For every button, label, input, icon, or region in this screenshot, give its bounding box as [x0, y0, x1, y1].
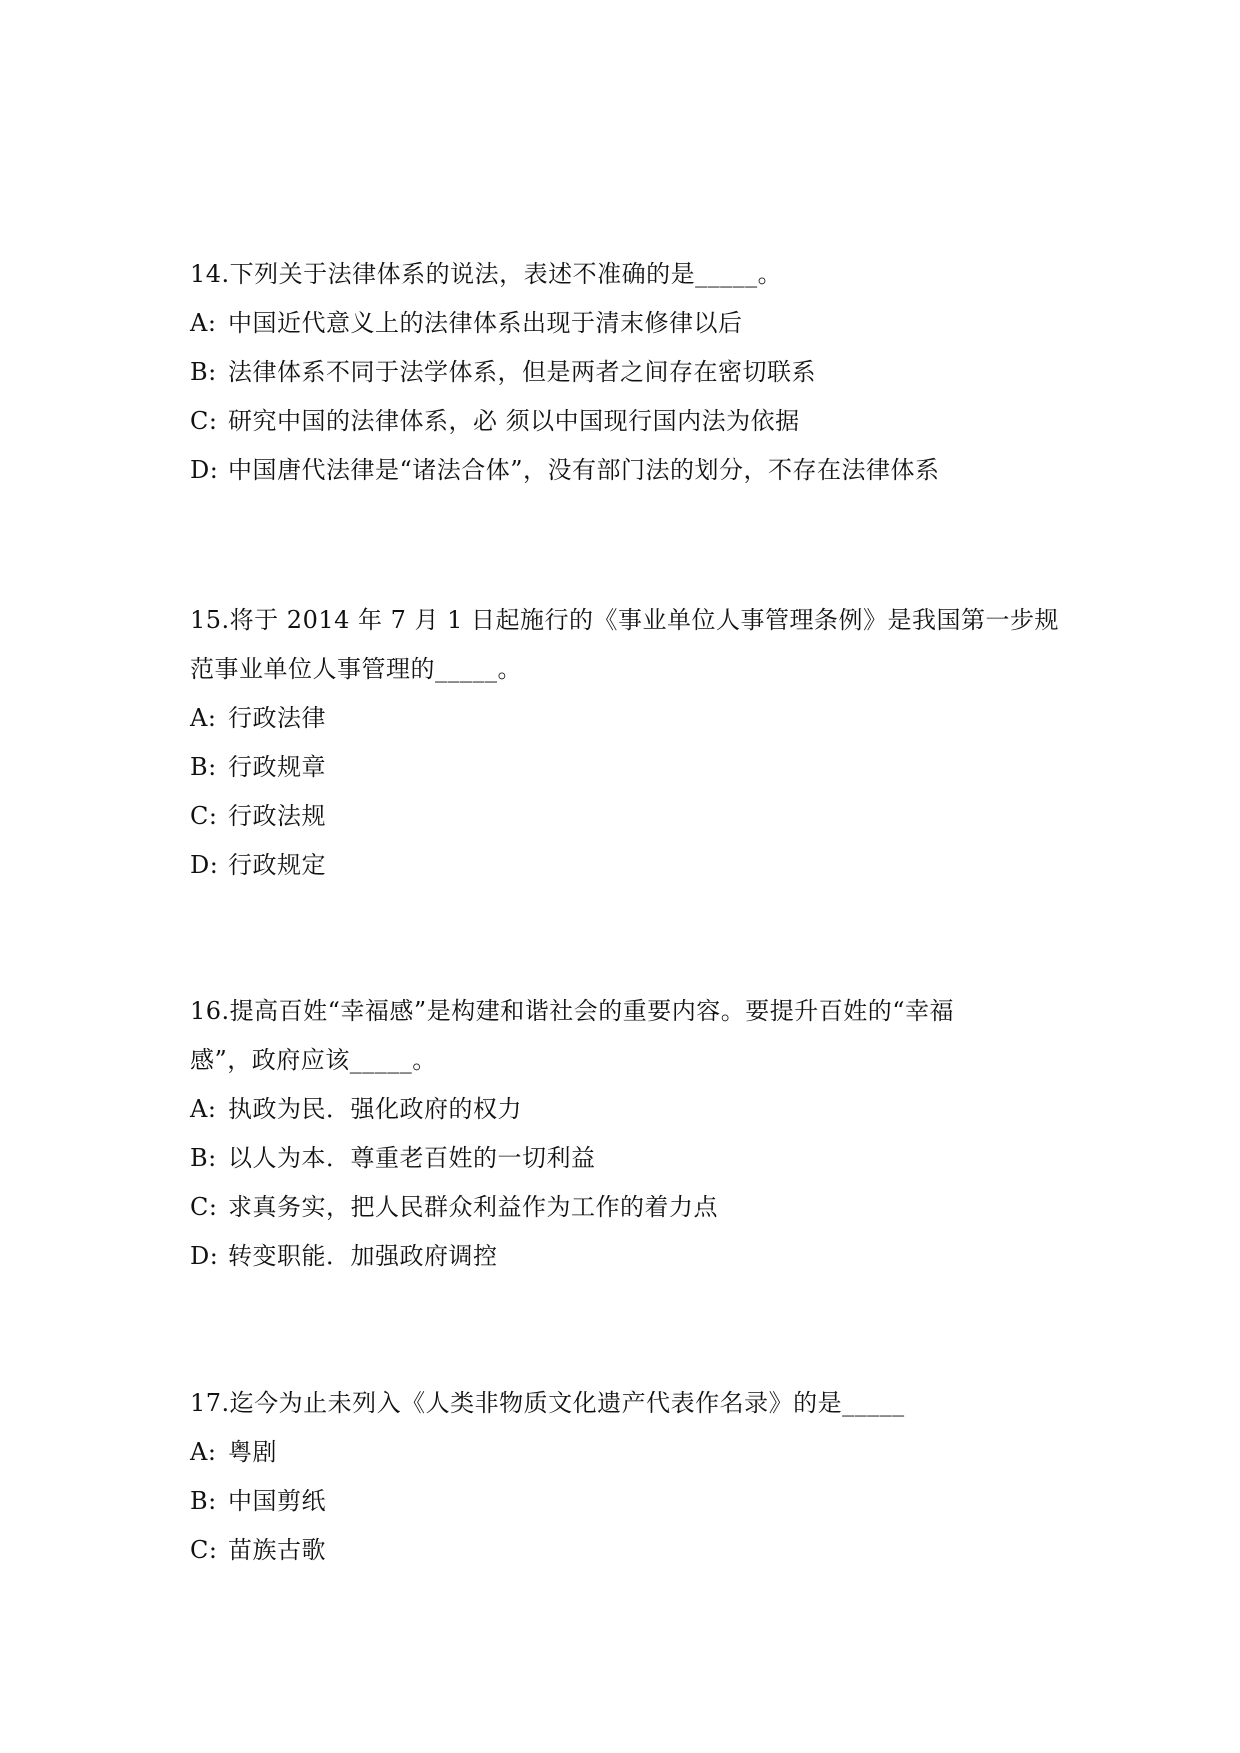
- option-text: 行政法规: [228, 802, 326, 830]
- option-text: 粤剧: [228, 1438, 277, 1466]
- question-16: [190, 987, 1070, 1281]
- option-letter: B:: [190, 1144, 217, 1172]
- option-text: 研究中国的法律体系，必 须以中国现行国内法为依据: [228, 407, 800, 435]
- option-d: [190, 1232, 1070, 1281]
- option-a: [190, 694, 1070, 743]
- question-title-line-2: 范事业单位人事管理的_____。: [190, 655, 522, 683]
- option-letter: B:: [190, 1487, 217, 1515]
- option-letter: C:: [190, 802, 218, 830]
- option-letter: A:: [190, 1438, 217, 1466]
- option-text: 行政法律: [228, 704, 326, 732]
- question-15: [190, 596, 1070, 890]
- option-text: 行政规章: [228, 753, 326, 781]
- option-d: [190, 841, 1070, 890]
- option-letter: A:: [190, 704, 217, 732]
- option-c: [190, 1183, 1070, 1232]
- option-letter: A:: [190, 309, 217, 337]
- option-b: [190, 348, 1070, 397]
- option-letter: D:: [190, 1242, 219, 1270]
- question-title: 14.下列关于法律体系的说法，表述不准确的是_____。: [190, 260, 783, 288]
- option-letter: A:: [190, 1095, 217, 1123]
- option-text: 中国剪纸: [228, 1487, 326, 1515]
- option-text: 中国近代意义上的法律体系出现于清末修律以后: [228, 309, 743, 337]
- option-letter: C:: [190, 1193, 218, 1221]
- option-text: 行政规定: [228, 851, 326, 879]
- option-text: 苗族古歌: [228, 1536, 326, 1564]
- question-title-line-1: 15.将于 2014 年 7 月 1 日起施行的《事业单位人事管理条例》是我国第一步规: [190, 606, 1060, 634]
- option-c: [190, 397, 1070, 446]
- option-letter: C:: [190, 407, 218, 435]
- option-letter: D:: [190, 851, 219, 879]
- question-14: [190, 250, 1070, 495]
- option-letter: B:: [190, 753, 217, 781]
- option-a: [190, 299, 1070, 348]
- option-letter: C:: [190, 1536, 218, 1564]
- option-c: [190, 792, 1070, 841]
- option-d: [190, 446, 1070, 495]
- question-title: 17.迄今为止未列入《人类非物质文化遗产代表作名录》的是_____: [190, 1389, 905, 1417]
- option-text: 求真务实，把人民群众利益作为工作的着力点: [228, 1193, 718, 1221]
- option-letter: D:: [190, 456, 219, 484]
- option-letter: B:: [190, 358, 217, 386]
- question-title-line-2: 感”，政府应该_____。: [190, 1046, 437, 1074]
- option-c: [190, 1526, 1070, 1575]
- option-text: 执政为民．强化政府的权力: [228, 1095, 522, 1123]
- question-17: [190, 1379, 1070, 1575]
- option-text: 转变职能．加强政府调控: [228, 1242, 498, 1270]
- option-b: [190, 1134, 1070, 1183]
- option-a: [190, 1085, 1070, 1134]
- option-text: 以人为本．尊重老百姓的一切利益: [228, 1144, 596, 1172]
- option-text: 中国唐代法律是“诸法合体”，没有部门法的划分，不存在法律体系: [228, 456, 940, 484]
- option-b: [190, 1477, 1070, 1526]
- question-title-line-1: 16.提高百姓“幸福感”是构建和谐社会的重要内容。要提升百姓的“幸福: [190, 997, 954, 1025]
- option-b: [190, 743, 1070, 792]
- option-text: 法律体系不同于法学体系，但是两者之间存在密切联系: [228, 358, 816, 386]
- option-a: [190, 1428, 1070, 1477]
